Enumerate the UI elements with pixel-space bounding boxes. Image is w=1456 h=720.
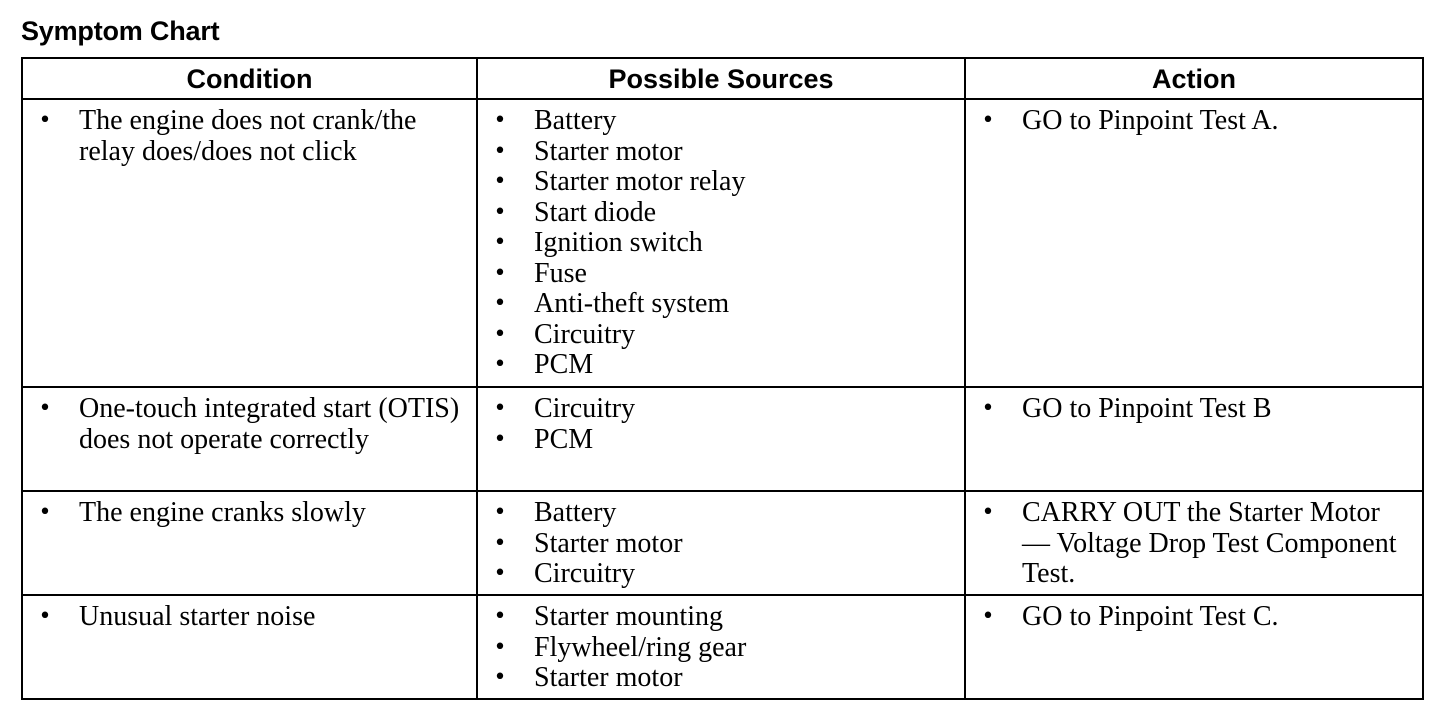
sources-cell: [477, 595, 965, 699]
action-cell: [965, 387, 1423, 491]
bullet-icon: •: [493, 500, 507, 525]
source-item: • Ignition switch: [493, 227, 703, 258]
bullet-icon: •: [38, 604, 52, 629]
bullet-icon: •: [493, 260, 507, 286]
bullet-icon: •: [493, 291, 507, 316]
action-text: • GO to Pinpoint Test C.: [981, 601, 1279, 632]
bullet-icon: •: [981, 604, 995, 629]
source-item: • Battery: [493, 105, 617, 136]
bullet-icon: •: [493, 426, 507, 452]
header-row: [22, 58, 1423, 99]
bullet-icon: •: [493, 199, 507, 225]
source-item: • Fuse: [493, 257, 587, 289]
bullet-icon: •: [493, 352, 507, 377]
action-cell: [965, 491, 1423, 595]
bullet-icon: •: [981, 108, 995, 133]
source-item: • Battery: [493, 497, 617, 528]
sources-cell: [477, 387, 965, 491]
bullet-icon: •: [493, 169, 507, 194]
bullet-icon: •: [493, 108, 507, 133]
table-row: [22, 99, 1423, 387]
source-item: • Flywheel/ring gear: [493, 631, 747, 663]
bullet-icon: •: [493, 634, 507, 660]
action-text: • GO to Pinpoint Test B: [981, 393, 1272, 424]
symptom-table: [21, 57, 1424, 700]
source-item: • Starter motor relay: [493, 166, 746, 197]
bullet-icon: •: [38, 396, 52, 421]
bullet-icon: •: [493, 604, 507, 629]
condition-text: • The engine cranks slowly: [38, 497, 366, 528]
condition-text: • Unusual starter noise: [38, 601, 316, 632]
source-item: • Starter motor: [493, 527, 683, 559]
action-cell: [965, 99, 1423, 387]
bullet-icon: •: [493, 321, 507, 347]
condition-text: • The engine does not crank/the relay does/does not click: [38, 105, 417, 167]
source-item: • Start diode: [493, 196, 657, 228]
condition-text: • One-touch integrated start (OTIS) does not operate correctly: [38, 393, 460, 455]
source-item: • PCM: [493, 349, 594, 380]
sources-cell: [477, 491, 965, 595]
bullet-icon: •: [493, 665, 507, 690]
condition-cell: [22, 99, 477, 387]
header-condition: Condition: [22, 58, 477, 99]
action-cell: [965, 595, 1423, 699]
bullet-icon: •: [493, 530, 507, 556]
source-item: • Circuitry: [493, 558, 636, 589]
source-item: • Circuitry: [493, 393, 636, 424]
condition-cell: [22, 491, 477, 595]
table-row: [22, 491, 1423, 595]
bullet-icon: •: [493, 396, 507, 421]
source-item: • PCM: [493, 423, 594, 455]
source-item: • Circuitry: [493, 318, 636, 350]
source-item: • Starter motor: [493, 135, 683, 167]
condition-cell: [22, 595, 477, 699]
chart-title: Symptom Chart: [21, 16, 220, 46]
source-item: • Anti-theft system: [493, 288, 730, 319]
condition-cell: [22, 387, 477, 491]
table-row: [22, 595, 1423, 699]
sources-cell: [477, 99, 965, 387]
bullet-icon: •: [493, 561, 507, 586]
bullet-icon: •: [981, 396, 995, 421]
table-row: [22, 387, 1423, 491]
action-text: • CARRY OUT the Starter Motor — Voltage Drop Test Component Test.: [981, 497, 1397, 589]
action-text: • GO to Pinpoint Test A.: [981, 105, 1279, 136]
bullet-icon: •: [493, 230, 507, 255]
bullet-icon: •: [493, 138, 507, 164]
header-action: Action: [965, 58, 1423, 99]
bullet-icon: •: [38, 500, 52, 525]
source-item: • Starter mounting: [493, 601, 723, 632]
bullet-icon: •: [38, 108, 52, 133]
header-possible-sources: Possible Sources: [477, 58, 965, 99]
bullet-icon: •: [981, 500, 995, 525]
source-item: • Starter motor: [493, 662, 683, 693]
